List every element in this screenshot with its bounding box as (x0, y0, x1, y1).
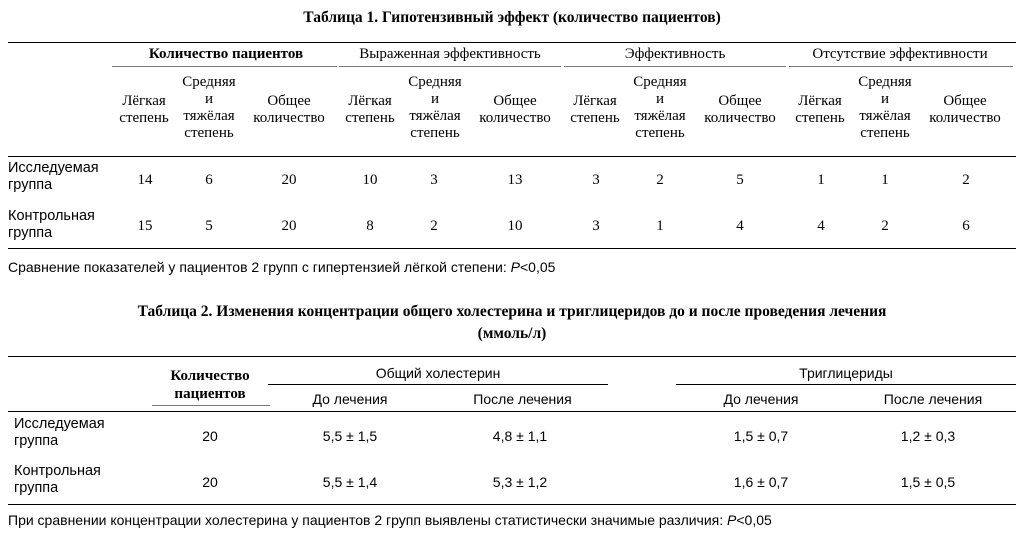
table1-sub-mid-line3: тяжёлая (859, 108, 911, 124)
table1-group-strong: Выраженная эффективность (359, 46, 541, 62)
table1-title: Таблица 1. Гипотензивный эффект (количество пациентов) (303, 9, 721, 26)
table2-bottom-rule (8, 504, 1016, 505)
table2-count-cell: 20 (202, 428, 218, 444)
table2-header-rule (8, 411, 1016, 412)
table1-sub-mid-line1: Средняя (633, 74, 687, 90)
table1-header-rule (8, 156, 1016, 157)
table1-sub-mild-line1: Лёгкая (122, 93, 166, 109)
table1-sub-moderate (175, 74, 243, 142)
table1-row-label: Контрольная группа (8, 208, 95, 241)
table1-sub-total-line1: Общее (267, 93, 311, 109)
table1-sub-mid-line3: тяжёлая (409, 108, 461, 124)
table2-sub-after: После лечения (883, 391, 983, 407)
table1-group-rule (564, 66, 786, 67)
table1-row-label: Исследуемая группа (8, 160, 99, 193)
table1-cell: 8 (366, 218, 374, 234)
table2-value-cell: 4,8 ± 1,1 (492, 428, 548, 444)
table2-value-cell: 5,5 ± 1,5 (322, 428, 378, 444)
table2-col-count: Количество (170, 368, 250, 384)
table1-sub-total-line2: количество (704, 110, 776, 126)
table1-sub-mid-line1: Средняя (858, 74, 912, 90)
table2-value-cell: 1,2 ± 0,3 (900, 428, 956, 444)
table1-sub-mid-line4: степень (184, 125, 234, 141)
table1-sub-mild-line2: степень (119, 110, 169, 126)
table1-sub-moderate (401, 74, 469, 142)
table1-cell: 20 (281, 218, 297, 234)
table1-sub-moderate (626, 74, 694, 142)
table1-cell: 2 (962, 172, 970, 188)
table1-note-value: <0,05 (519, 259, 556, 275)
table1-sub-mid-line3: тяжёлая (634, 108, 686, 124)
table1-sub-total (241, 93, 337, 127)
table1-sub-mild-line1: Лёгкая (573, 93, 617, 109)
table1-cell: 6 (205, 172, 213, 188)
table1-group-rule (339, 66, 561, 67)
table1-sub-total-line1: Общее (718, 93, 762, 109)
table1-cell: 15 (137, 218, 153, 234)
table1-sub-total-line2: количество (479, 110, 551, 126)
table1-sub-mid-line2: и (204, 91, 214, 107)
table2-sub-after: После лечения (473, 391, 572, 407)
table2-note-value: <0,05 (736, 512, 772, 528)
table2-note (8, 512, 772, 528)
table2-sub-before: До лечения (723, 391, 799, 407)
table2-title-line1: Таблица 2. Изменения концентрации общего холестерина и триглицеридов до и после проведения лечения (137, 303, 887, 320)
table1-sub-mild-line1: Лёгкая (798, 93, 842, 109)
table1-group-effective: Эффективность (624, 46, 726, 62)
table1-cell: 6 (962, 218, 970, 234)
table1-cell: 3 (592, 218, 600, 234)
table1-cell: 14 (137, 172, 153, 188)
table1-cell: 4 (817, 218, 825, 234)
table2-count-rule (152, 405, 270, 406)
table2-row-label: Исследуемая группа (14, 416, 105, 449)
table2-value-cell: 1,5 ± 0,5 (900, 474, 956, 490)
table1-sub-mild (564, 93, 626, 127)
table1-cell: 3 (592, 172, 600, 188)
table1-cell: 4 (736, 218, 744, 234)
table1-sub-mild-line2: степень (795, 110, 845, 126)
table1-group-none: Отсутствие эффективности (812, 46, 988, 62)
table2-sub-before: До лечения (312, 391, 388, 407)
table1-cell: 5 (205, 218, 213, 234)
table1-cell: 3 (430, 172, 438, 188)
table1-bottom-rule (8, 248, 1016, 249)
table1-sub-mid-line4: степень (635, 125, 685, 141)
table1-sub-mild-line2: степень (345, 110, 395, 126)
table1-cell: 2 (881, 218, 889, 234)
table1-sub-mild-line2: степень (570, 110, 620, 126)
table2-title-line2: (ммоль/л) (477, 325, 547, 342)
table1-sub-mid-line4: степень (410, 125, 460, 141)
table1-sub-total (467, 93, 563, 127)
table1-sub-mid-line2: и (880, 91, 890, 107)
table2-value-cell: 5,3 ± 1,2 (492, 474, 548, 490)
table2-note-text: При сравнении концентрации холестерина у пациентов 2 групп выявлены статистически значимые различия: (8, 512, 728, 528)
table2-top-rule (8, 356, 1016, 357)
table1-sub-total-line2: количество (253, 110, 325, 126)
table1-sub-total (692, 93, 788, 127)
table1-sub-mild-line1: Лёгкая (348, 93, 392, 109)
table1-cell: 13 (507, 172, 523, 188)
table1-sub-total-line2: количество (929, 110, 1001, 126)
table1-sub-mild (339, 93, 401, 127)
table1-note-text: Сравнение показателей у пациентов 2 групп с гипертензией лёгкой степени: (8, 259, 511, 275)
table1-sub-mid-line1: Средняя (408, 74, 462, 90)
table2-count-cell: 20 (202, 474, 218, 490)
table1-cell: 1 (881, 172, 889, 188)
table2-group-triglycerides: Триглицериды (799, 365, 893, 381)
table1-sub-mid-line1: Средняя (182, 74, 236, 90)
table2-group-rule (676, 384, 1016, 385)
table1-sub-mid-line2: и (655, 91, 665, 107)
table2-col-count-2: пациентов (174, 386, 246, 402)
table2-row-label: Контрольная группа (14, 463, 101, 496)
table1-sub-mid-line3: тяжёлая (183, 108, 235, 124)
table1-cell: 5 (736, 172, 744, 188)
table2-note-p: P (727, 512, 737, 528)
table2-group-rule (268, 384, 608, 385)
table1-cell: 1 (817, 172, 825, 188)
table1-group-rule (789, 66, 1013, 67)
table2-value-cell: 1,6 ± 0,7 (733, 474, 789, 490)
table1-sub-total-line1: Общее (493, 93, 537, 109)
table2-value-cell: 1,5 ± 0,7 (733, 428, 789, 444)
table1-sub-mild (789, 93, 851, 127)
table1-cell: 2 (656, 172, 664, 188)
table1-cell: 20 (281, 172, 297, 188)
table1-group-count: Количество пациентов (148, 46, 304, 62)
table1-sub-mild (113, 93, 175, 127)
table1-group-rule (112, 66, 337, 67)
table1-sub-moderate (851, 74, 919, 142)
table1-cell: 10 (507, 218, 523, 234)
table1-top-rule (8, 42, 1016, 43)
table1-sub-total-line1: Общее (943, 93, 987, 109)
table2-group-cholesterol: Общий холестерин (375, 365, 501, 381)
table1-sub-total (917, 93, 1013, 127)
table1-note-p: P (510, 259, 520, 275)
table1-sub-mid-line2: и (430, 91, 440, 107)
table1-cell: 10 (362, 172, 378, 188)
table2-value-cell: 5,5 ± 1,4 (322, 474, 378, 490)
table1-cell: 2 (430, 218, 438, 234)
table1-note (8, 259, 555, 275)
table1-sub-mid-line4: степень (860, 125, 910, 141)
table1-cell: 1 (656, 218, 664, 234)
